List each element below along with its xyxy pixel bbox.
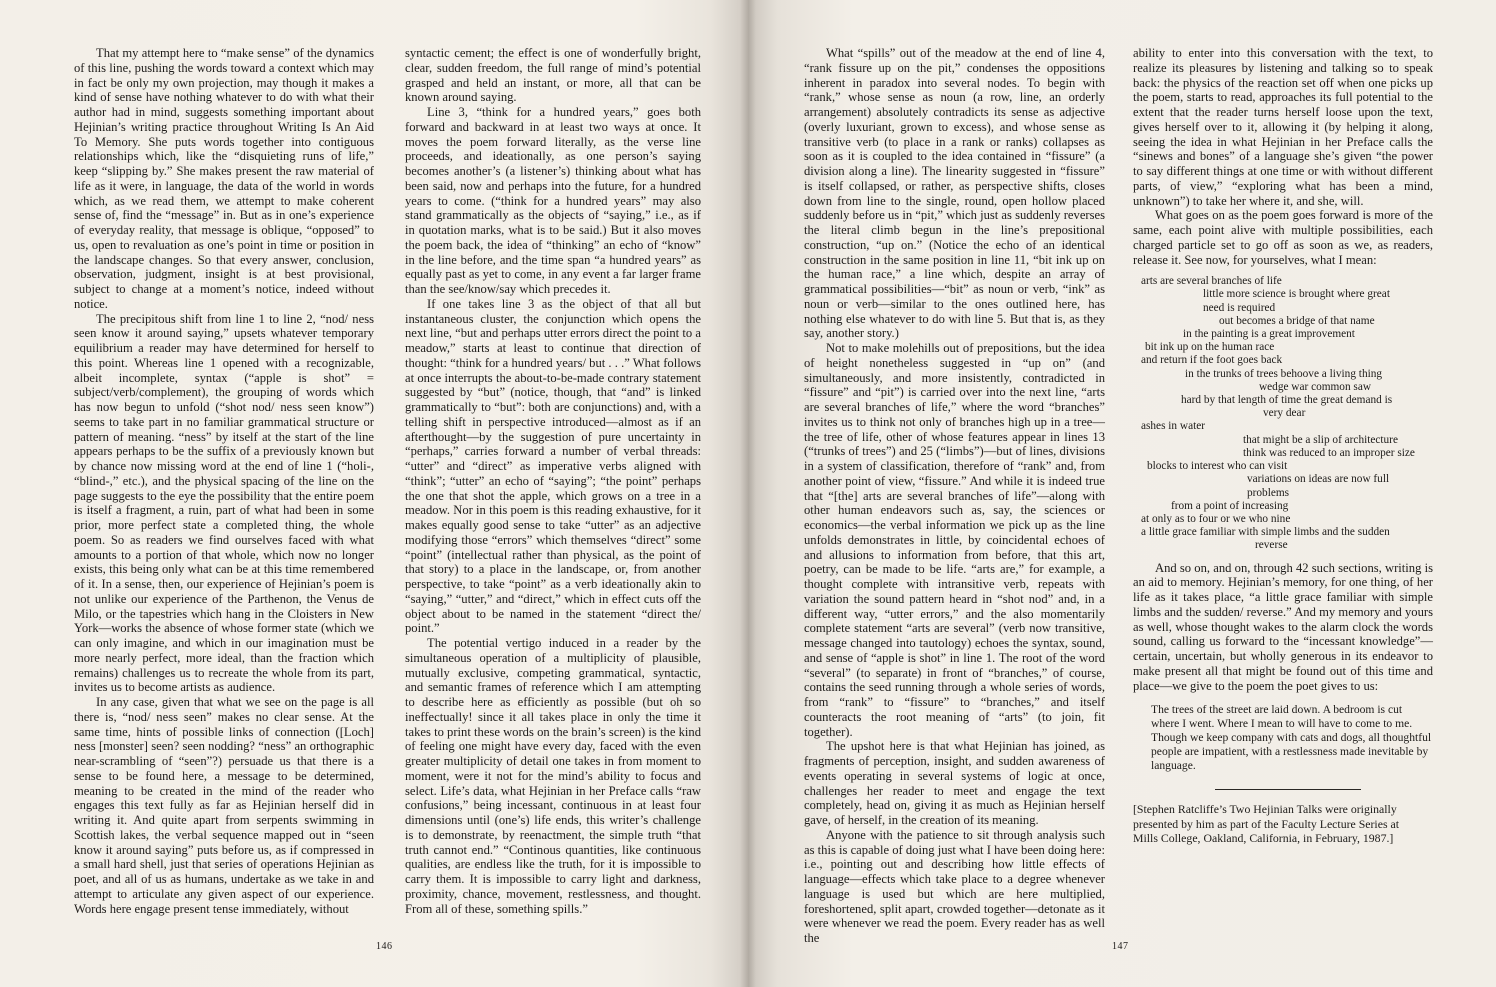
block-quote: The trees of the street are laid down. A bedroom is cut where I went. Where I mean to will have to come to me. Though we keep company with cats and dogs, all thoughtful people are impatient, with a restlessness made inevitable by language. bbox=[1151, 703, 1432, 773]
poem-line: variations on ideas are now full bbox=[1247, 473, 1390, 486]
poem-excerpt bbox=[1141, 275, 1433, 552]
paragraph: In any case, given that what we see on the page is all there is, “nod/ ness seen” makes no clear sense. At the same time, hints of possible links of connection ([Loch] ness [monster] seen? seen nodding? “ness” an orthographic near-scrambling of “seen”?) persuade us that there is a sense to be found here, a message to be determined, meaning to be created in the mind of the reader who engages this text fully as far as Hejinian herself did in writing it. And quite apart from serpents swimming in Scottish lakes, the verbal sequence mapped out in “seen know it around saying” puts before us, as if compressed in a small hard shell, just that series of operations Hejinian as poet, and all of us as humans, undertake as we take in and attempt to articulate any given aspect of our experience. Words here engage present tense immediately, without bbox=[74, 695, 374, 916]
paragraph: If one takes line 3 as the object of that all but instantaneous cluster, the conjunction which opens the next line, “but and perhaps utter errors direct the point to a meadow,” starts at least to continue that direction of thought: “think for a hundred years/ but . . .” What follows at once interrupts the about-to-be-made contrary statement suggested by “but” (notice, though, that “and” is linked grammatically to “but”: both are conjunctions) and, with a telling shift in perspective introduced—almost as if an afterthought—by the suggestion of pure uncertainty in “perhaps,” carries forward a number of verbal threads: “utter” and “direct” as imperative verbs aligned with “think”; “utter” an echo of “saying”; “the point” perhaps the one that shot the apple, which grows on a tree in a meadow. Nor in this poem is this reading exhaustive, for it makes equally good sense to take “utter” as an adjective modifying those “errors” which themselves “direct” some “point” (intellectual rather than physical, as the point of that story) to a place in the landscape, or, from another perspective, to take “point” as a verb ideationally akin to “saying,” “utter,” and “direct,” which in effect cuts off the object about to be named in the statement “direct the/ point.” bbox=[405, 296, 701, 636]
paragraph: What goes on as the poem goes forward is more of the same, each point alive with multiple possibilities, each charged particle set to go off as soon as we, as readers, release it. See now, for yourselves, what I mean: bbox=[1133, 208, 1433, 267]
paragraph: And so on, and on, through 42 such sections, writing is an aid to memory. Hejinian’s memory, for one thing, of her life as it takes place, “a little grace familiar with simple limbs and the sudden/ reverse.” And my memory and yours as well, whose thought wakes to the alarm clock the words sound, calling us forward to the “incessant knowledge”—certain, uncertain, but wholly generous in its endeavor to make present all that might be found out of this time and place—we give to the poem the poet gives to us: bbox=[1133, 560, 1433, 693]
footnote: [Stephen Ratcliffe’s Two Hejinian Talks were originally presented by him as part of the Faculty Lecture Series at Mills College, Oakland, California, in February, 1987.] bbox=[1133, 802, 1399, 846]
book-gutter bbox=[740, 0, 756, 987]
left-column-2 bbox=[405, 46, 701, 916]
poem-line: little more science is brought where great bbox=[1203, 288, 1390, 301]
paragraph: Not to make molehills out of prepositions, but the idea of height nonetheless suggested in “up on” (and simultaneously, and more insistently, contradicted in “fissure” and “pit”) is carried over into the next line, “arts are several branches of life,” where the word “branches” invites us to think not only of branches high up in a tree—the tree of life, other of whose features appear in lines 13 (“trunks of trees”) and 25 (“limbs”)—but of lines, divisions in a system of classification, therefore of “rank” and, from another point of view, “fissure.” And while it is indeed true that “[the] arts are several branches of life”—along with other human endeavors such as, say, the sciences or economics—the verbal information we pick up as the line unfolds demonstrates in little, by coincidental echoes of and allusions to information from before, that this art, poetry, can be made to be life. “arts are,” for example, a thought complete with intransitive verb, repeats with variation the sound pattern heard in “shot nod” and, in a different way, “utter errors,” and the also momentarily complete statement “arts are several” (verb now transitive, message changed into tautology) echoes the syntax, sound, and sense of “apple is shot” in line 1. The root of the word “several” (to separate) in front of “branches,” of course, contains the seed running through a whole series of words, from “rank” to “fissure” to “branches,” and itself counteracts the root meaning of “arts” (to join, fit together). bbox=[804, 341, 1105, 739]
right-page bbox=[748, 0, 1496, 987]
poem-line: wedge war common saw bbox=[1259, 380, 1371, 393]
paragraph: syntactic cement; the effect is one of wonderfully bright, clear, sudden freedom, the full range of mind’s potential grasped and held an instant, or more, all that can be known around saying. bbox=[405, 46, 701, 105]
paragraph: ability to enter into this conversation with the text, to realize its pleasures by listening and talking so to speak back: the physics of the reaction set off when one picks up the poem, starts to read, approaches its full potential to the extent that the reader turns herself loose upon the text, gives herself over to it, allowing it (by helping it along, seeing the idea in what Hejinian in her Preface calls the “sinews and bones” of a language she’s given “the power to say different things at one time or with without different parts, of view,” “exploring what has been a mind, unknown”) to take her where it, and she, will. bbox=[1133, 46, 1433, 208]
poem-line: a little grace familiar with simple limbs and the sudden bbox=[1141, 526, 1390, 539]
poem-line: problems bbox=[1247, 486, 1290, 499]
divider bbox=[1215, 789, 1361, 790]
paragraph: The precipitous shift from line 1 to line 2, “nod/ ness seen know it around saying,” upsets whatever temporary equilibrium a reader may have determined for herself to this point. Whereas line 1 opened with a recognizable, albeit incomplete, syntax (“apple is shot” = subject/verb/complement), the grouping of words which has now begun to unfold (“shot nod/ ness seen know”) seems to take part in no familiar grammatical structure or pattern of meaning. “ness” by itself at the start of the line appears perhaps to be the suffix of a previously known but by chance now missing word at the end of line 1 (“holi-, “blind-,” etc.), and the physical spacing of the line on the page suggests to the eye the possibility that the entire poem is itself a fragment, a ruin, part of what had been in some prior, more perfect state a completed thing, the whole poem. So as readers we find ourselves faced with what amounts to a portion of that whole, which now no longer exists, this being only what can be at this time remembered of it. In a sense, then, our experience of Hejinian’s poem is not unlike our experience of the Parthenon, the Venus de Milo, or the tapestries which hang in the Cloisters in New York—works the absence of whose former state (which we can only imagine, and which in our imagination must be more nearly perfect, more ideal, than the fraction which remains) challenges us to recreate the whole from its part, invites us to become artists as audience. bbox=[74, 311, 374, 695]
poem-line: and return if the foot goes back bbox=[1141, 354, 1283, 367]
poem-line: bit ink up on the human race bbox=[1145, 341, 1275, 354]
poem-line: blocks to interest who can visit bbox=[1147, 460, 1288, 473]
page-number-left: 146 bbox=[376, 941, 393, 952]
paragraph: The upshot here is that what Hejinian has joined, as fragments of perception, insight, and sudden awareness of events operating in several systems of logic at once, challenges her reader to meet and engage the text completely, head on, giving it as much as Hejinian herself gave, of herself, in the creation of its meaning. bbox=[804, 739, 1105, 827]
poem-line: very dear bbox=[1263, 407, 1306, 420]
right-column-1 bbox=[804, 46, 1105, 946]
poem-line: hard by that length of time the great demand is bbox=[1181, 394, 1393, 407]
poem-line: reverse bbox=[1255, 539, 1288, 552]
poem-line: need is required bbox=[1203, 301, 1276, 314]
paragraph: That my attempt here to “make sense” of the dynamics of this line, pushing the words toward a context which may in fact be only my own projection, may though it makes a kind of sense have nothing whatever to do with what their author had in mind, suggests something important about Hejinian’s writing practice throughout Writing Is An Aid To Memory. She puts words together into contiguous relationships which, like the “disquieting runs of life,” keep “slipping by.” She makes present the raw material of life as it were, in language, the data of the world in words which, as we read them, we attempt to make coherent sense of, find the “message” in. But as in one’s experience of everyday reality, that message is oblique, “opposed” to us, open to revaluation as one’s point in time or position in the landscape changes. So that every answer, conclusion, observation, judgment, insight is at best provisional, subject to change at a moment’s notice, indeed without notice. bbox=[74, 46, 374, 311]
right-column-2 bbox=[1133, 46, 1433, 846]
paragraph: What “spills” out of the meadow at the end of line 4, “rank fissure up on the pit,” condenses the oppositions inherent in paradox into several nodes. To begin with “rank,” whose sense as noun (a row, line, an orderly arrangement) absolutely contradicts its sense as adjective (overly luxuriant, grown to excess), and whose sense as transitive verb (to place in a rank or ranks) collapses as soon as it is coupled to the idea contained in “fissure” (a division along a line). The linearity suggested in “fissure” is itself collapsed, or rather, as perspective shifts, closes down from line to the single, round, open hollow placed suddenly before us in “pit,” which just as suddenly reverses the literal climb begun in the line’s prepositional construction, “up on.” (Notice the echo of an identical construction in the same position in line 11, “bit ink up on the human race,” a line which, despite an array of grammatical possibilities—“bit” as noun or verb, “ink” as noun or verb—similar to the ones outlined here, has nothing else whatever to do with line 5. But that is, as they say, another story.) bbox=[804, 46, 1105, 341]
poem-line: from a point of increasing bbox=[1171, 499, 1289, 512]
poem-line: in the painting is a great improvement bbox=[1183, 328, 1355, 341]
left-column-1 bbox=[74, 46, 374, 916]
paragraph: The potential vertigo induced in a reader by the simultaneous operation of a multiplicity of plausible, mutually exclusive, competing grammatical, syntactic, and semantic frames of reference which I am attempting to describe here as efficiently as possible (but oh so ineffectually! since it all takes place in only the time it takes to print these words on the brain’s screen) is the kind of feeling one might have every day, faced with the even greater multiplicity of detail one takes in from moment to moment, were it not for the mind’s ability to focus and select. Life’s data, what Hejinian in her Preface calls “raw confusions,” being incessant, continuous in at least four dimensions until (one’s) life ends, this writer’s challenge is to demonstrate, by reenactment, the simple truth “that truth cannot end.” “Continous quantities, like continuous qualities, are endless like the truth, for it is impossible to carry them. It is impossible to carry light and darkness, proximity, chance, movement, restlessness, and thought. From all of these, something spills.” bbox=[405, 636, 701, 916]
poem-line: out becomes a bridge of that name bbox=[1219, 314, 1375, 327]
poem-line: in the trunks of trees behoove a living thing bbox=[1185, 367, 1383, 380]
poem-line: arts are several branches of life bbox=[1141, 275, 1282, 288]
page-number-right: 147 bbox=[1112, 941, 1129, 952]
poem-line: that might be a slip of architecture bbox=[1243, 433, 1398, 446]
poem-line: at only as to four or we who nine bbox=[1141, 512, 1291, 525]
poem-line: ashes in water bbox=[1141, 420, 1205, 433]
paragraph: Line 3, “think for a hundred years,” goes both forward and backward in at least two ways at once. It moves the poem forward literally, as the verse line proceeds, and ideationally, as one person’s saying becomes another’s (a listener’s) thinking about what has been said, now and perhaps into the future, for a hundred years to come. (“think for a hundred years” may also stand grammatically as the objects of “saying,” i.e., as if in quotation marks, what is to be said.) But it also moves the poem back, the idea of “thinking” an echo of “know” in the line before, and the time span “a hundred years” as equally past as yet to come, in any event a far larger frame than the see/know/say which precedes it. bbox=[405, 105, 701, 296]
poem-line: think was reduced to an improper size bbox=[1243, 446, 1415, 459]
paragraph: Anyone with the patience to sit through analysis such as this is capable of doing just what I have been doing here: i.e., pointing out and describing how little effects of language—effects which take place to a degree whenever language is used but which are here multiplied, foreshortened, split apart, crowded together—detonate as it were whenever we read the poem. Every reader has as well the bbox=[804, 827, 1105, 945]
